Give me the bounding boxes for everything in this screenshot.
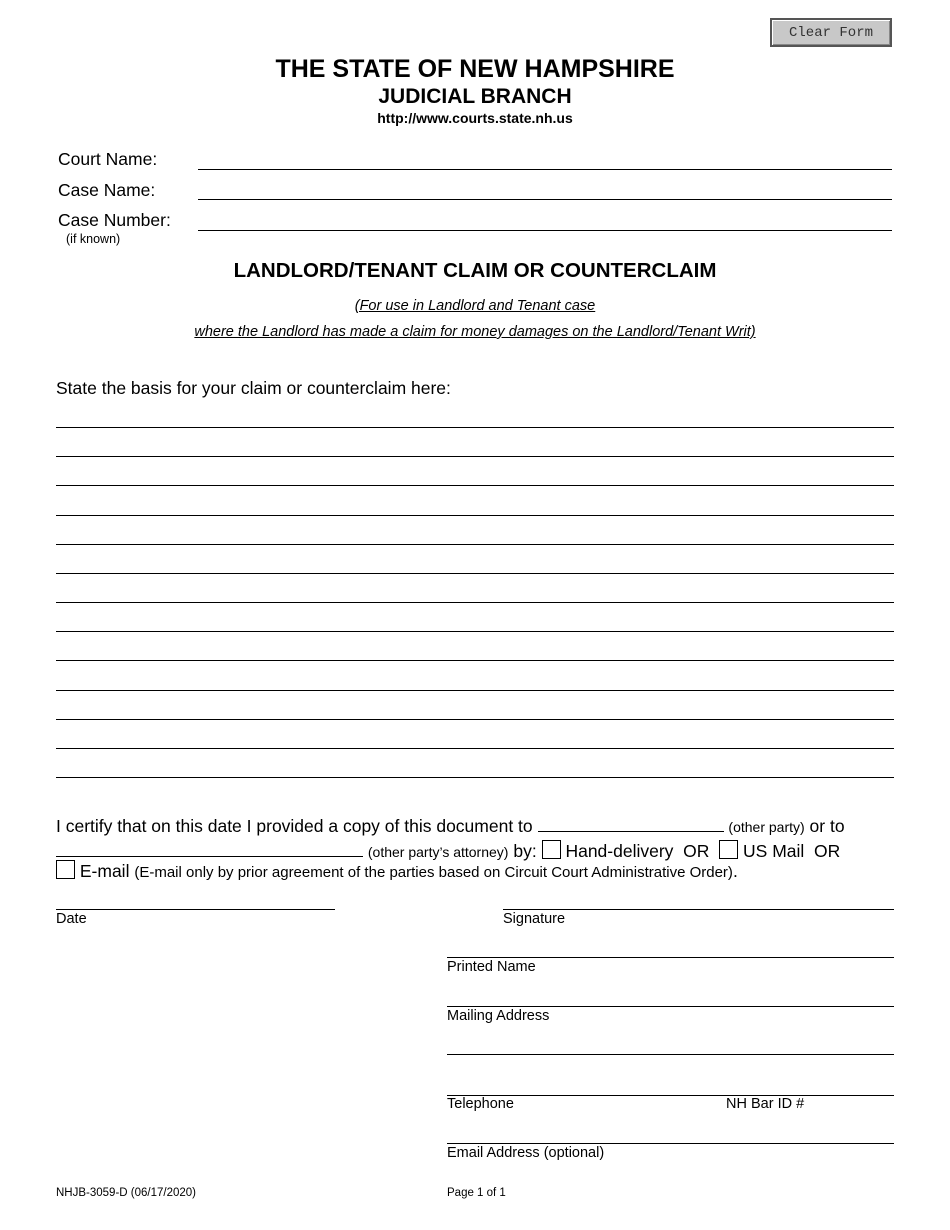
other-party-field[interactable] <box>538 831 724 832</box>
basis-line <box>56 515 894 516</box>
printed-name-field[interactable] <box>447 957 894 958</box>
certify-line-3 <box>56 860 738 882</box>
printed-name-label: Printed Name <box>447 959 536 975</box>
case-number-field[interactable] <box>198 208 892 231</box>
basis-line <box>56 456 894 457</box>
email-address-label: Email Address (optional) <box>447 1145 605 1161</box>
telephone-label: Telephone <box>447 1096 514 1112</box>
form-id: NHJB-3059-D (06/17/2020) <box>56 1187 196 1199</box>
email-period: . <box>732 861 738 881</box>
email-address-field[interactable] <box>447 1143 894 1144</box>
state-heading: THE STATE OF NEW HAMPSHIRE <box>275 55 675 83</box>
telephone-field[interactable] <box>447 1095 894 1096</box>
court-url: http://www.courts.state.nh.us <box>377 110 573 126</box>
date-label: Date <box>56 911 87 927</box>
basis-line <box>56 748 894 749</box>
hand-delivery-label: Hand-delivery <box>565 841 674 861</box>
form-title: LANDLORD/TENANT CLAIM OR COUNTERCLAIM <box>233 259 717 282</box>
basis-line <box>56 690 894 691</box>
form-subtitle-line2: where the Landlord has made a claim for money damages on the Landlord/Tenant Writ) <box>194 324 756 340</box>
email-label: E-mail <box>79 861 130 881</box>
basis-line <box>56 485 894 486</box>
basis-line <box>56 777 894 778</box>
clear-form-button[interactable]: Clear Form <box>770 18 892 47</box>
email-checkbox[interactable] <box>56 860 75 879</box>
page-number: Page 1 of 1 <box>447 1187 506 1199</box>
basis-prompt: State the basis for your claim or counterclaim here: <box>56 378 451 398</box>
or-to-label: or to <box>809 816 845 836</box>
or-label: OR <box>683 841 710 861</box>
signature-field[interactable] <box>503 909 894 910</box>
basis-line <box>56 427 894 428</box>
basis-line <box>56 631 894 632</box>
court-name-label: Court Name: <box>58 149 158 169</box>
bar-id-label: NH Bar ID # <box>726 1096 805 1112</box>
case-name-field[interactable] <box>198 177 892 200</box>
other-party-label: (other party) <box>728 819 805 835</box>
basis-line <box>56 544 894 545</box>
us-mail-label: US Mail <box>743 841 805 861</box>
attorney-label: (other party’s attorney) <box>367 844 509 860</box>
mailing-address-label: Mailing Address <box>447 1008 550 1024</box>
case-name-label: Case Name: <box>58 180 156 200</box>
by-label: by: <box>513 841 537 861</box>
form-subtitle-line1: (For use in Landlord and Tenant case <box>354 298 596 314</box>
email-note: (E-mail only by prior agreement of the parties based on Circuit Court Administrative Order) <box>134 864 733 881</box>
hand-delivery-checkbox[interactable] <box>542 840 561 859</box>
basis-line <box>56 602 894 603</box>
case-number-note: (if known) <box>66 232 121 246</box>
basis-line <box>56 660 894 661</box>
signature-label: Signature <box>503 911 566 927</box>
certify-line-2 <box>56 838 840 862</box>
court-name-field[interactable] <box>198 147 892 170</box>
basis-line <box>56 573 894 574</box>
basis-line <box>56 719 894 720</box>
or-label: OR <box>814 841 841 861</box>
mailing-address-field[interactable] <box>447 1006 894 1007</box>
attorney-field[interactable] <box>56 838 363 857</box>
certify-intro: I certify that on this date I provided a copy of this document to <box>56 816 533 836</box>
certify-line-1 <box>56 816 845 837</box>
case-number-label: Case Number: <box>58 210 171 230</box>
date-field[interactable] <box>56 909 335 910</box>
branch-heading: JUDICIAL BRANCH <box>378 85 572 108</box>
mailing-address-line-2[interactable] <box>447 1054 894 1055</box>
us-mail-checkbox[interactable] <box>719 840 738 859</box>
